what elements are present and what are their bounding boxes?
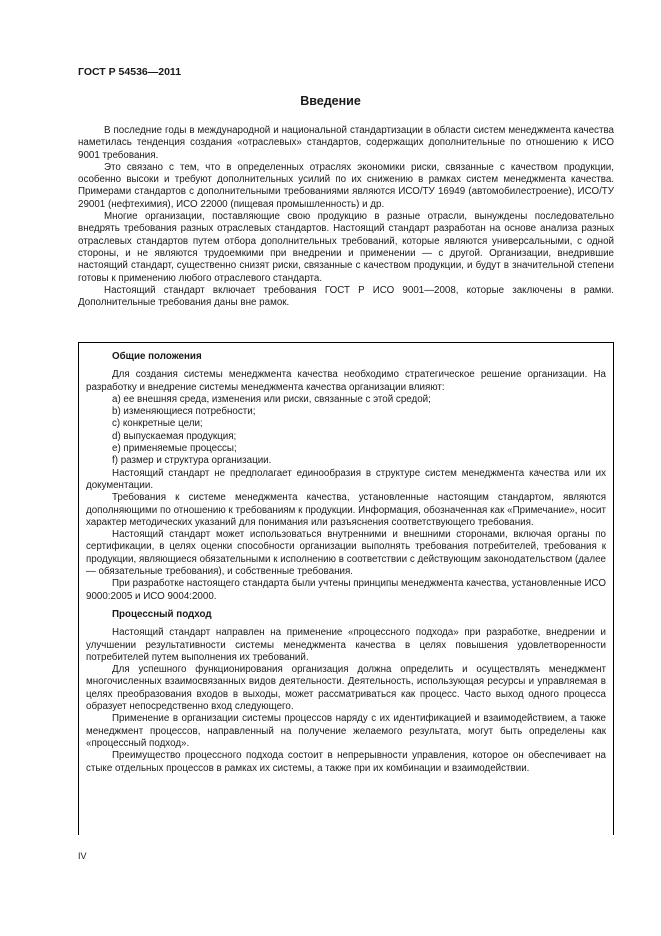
process-heading: Процессный подход xyxy=(112,608,212,620)
process-paragraph: Настоящий стандарт направлен на применение «процессного подхода» при разработке, внедрении и улучшении результативности системы менеджмента качества в целях повышения удовлетворенности потребителей путем выполнения их требований. xyxy=(86,627,606,663)
list-item: d) выпускаемая продукция; xyxy=(112,430,237,442)
intro-text xyxy=(78,125,614,309)
section-title: Введение xyxy=(300,94,361,108)
intro-paragraph: В последние годы в международной и национальной стандартизации в области систем менеджмента качества наметилась тенденция создания «отраслевых» стандартов, содержащих дополнительные по отношению к ИСО 9001 требования. xyxy=(78,125,614,161)
process-paragraph: Применение в организации системы процессов наряду с их идентификацией и взаимодействием, а также менеджмент процессов, направленный на получение желаемого результата, могут быть определены как «процессный подход». xyxy=(86,713,606,749)
intro-paragraph: Многие организации, поставляющие свою продукцию в разные отрасли, вынуждены последовательно внедрять требования разных отраслевых стандартов. Настоящий стандарт разработан на основе анализа разных отраслевых стандартов путем отбора дополнительных требований, которые являются универсальными, с одной стороны, и не являются трудоемкими при внедрении и применении — с другой. Организации, внедрившие настоящий стандарт, существенно снизят риски, связанные с качеством продукции, и будут в значительной степени готовы к применению любого отраслевого стандарта. xyxy=(78,211,614,284)
intro-paragraph: Настоящий стандарт включает требования ГОСТ Р ИСО 9001—2008, которые заключены в рамки. Дополнительные требования даны вне рамок. xyxy=(78,284,614,309)
list-item: c) конкретные цели; xyxy=(112,418,203,430)
general-paragraph: Для создания системы менеджмента качества необходимо стратегическое решение организации. На разработку и внедрение системы менеджмента качества организации влияют: xyxy=(86,369,606,393)
list-item: e) применяемые процессы; xyxy=(112,443,237,455)
page-number: IV xyxy=(78,851,87,861)
general-heading: Общие положения xyxy=(112,351,202,362)
general-paragraph: Требования к системе менеджмента качества, установленные настоящим стандартом, являются дополняющими по отношению к требованиям к продукции. Информация, обозначенная как «Примечание», носит характер методических указаний для понимания или разъяснения соответствующего требования. xyxy=(86,492,606,528)
intro-paragraph: Это связано с тем, что в определенных отраслях экономики риски, связанные с качеством продукции, особенно высоки и требуют дополнительных усилий по их снижению в рамках систем менеджмента качества. Примерами стандартов с дополнительными требованиями являются ИСО/ТУ 16949 (автомобилестроение), ИСО/ТУ 29001 (нефтехимия), ИСО 22000 (пищевая промышленность) и др. xyxy=(78,161,614,210)
list-item: b) изменяющиеся потребности; xyxy=(112,406,256,418)
list-item: f) размер и структура организации. xyxy=(112,455,272,467)
process-paragraph: Для успешного функционирования организация должна определить и осуществлять менеджмент многочисленных взаимосвязанных видов деятельности. Деятельность, использующая ресурсы и управляемая в целях преобразования входов в выходы, может рассматриваться как процесс. Часто выход одного процесса образует непосредственно вход следующего. xyxy=(86,664,606,713)
document-header: ГОСТ Р 54536—2011 xyxy=(78,66,182,78)
list-item: a) ее внешняя среда, изменения или риски, связанные с этой средой; xyxy=(112,393,431,405)
process-paragraph: Преимущество процессного подхода состоит в непрерывности управления, которое он обеспечивает на стыке отдельных процессов в рамках их системы, а также при их комбинации и взаимодействии. xyxy=(86,750,606,774)
general-paragraph: Настоящий стандарт может использоваться внутренними и внешними сторонами, включая органы по сертификации, в целях оценки способности организации выполнять требования потребителей, требования к продукции, являющиеся обязательными к исполнению в соответствии с действующим законодательством (далее — обязательные требования), и собственные требования. xyxy=(86,529,606,578)
framed-requirements-box xyxy=(78,342,614,835)
general-paragraph: Настоящий стандарт не предполагает единообразия в структуре систем менеджмента качества или их документации. xyxy=(86,467,606,491)
general-paragraph: При разработке настоящего стандарта были учтены принципы менеджмента качества, установленные ИСО 9000:2005 и ИСО 9004:2000. xyxy=(86,578,606,602)
